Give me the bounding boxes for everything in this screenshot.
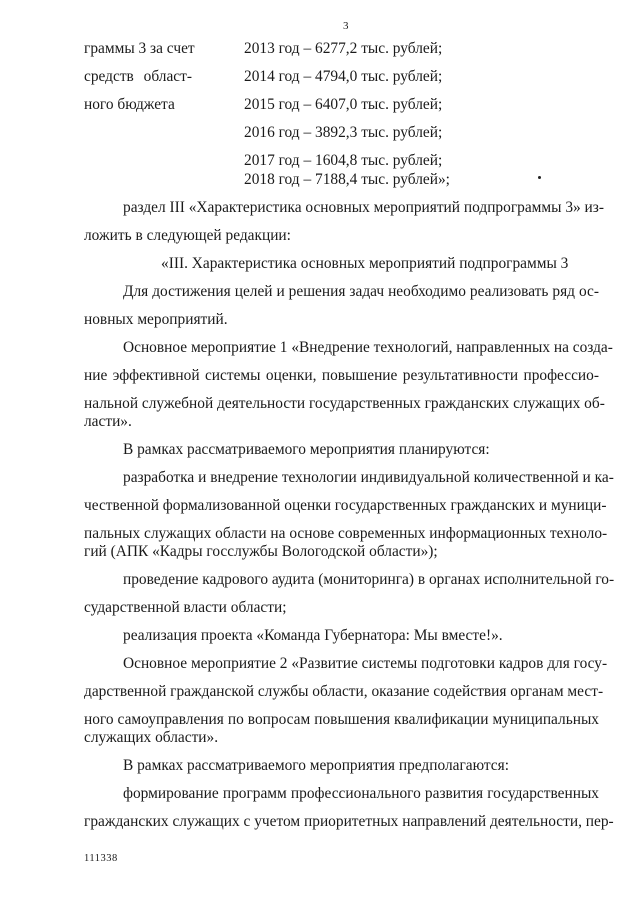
text-line: дарственной гражданской службы области, оказание содействия органам мест- xyxy=(84,683,604,700)
text-line: служащих области». xyxy=(84,729,219,746)
text-line: гий (АПК «Кадры госслужбы Вологодской области»); xyxy=(84,543,438,560)
text-line: Основное мероприятие 1 «Внедрение технологий, направленных на созда- xyxy=(123,339,613,356)
funding-2014: 2014 год – 4794,0 тыс. рублей; xyxy=(244,68,443,85)
text-line: гражданских служащих с учетом приоритетных направлений деятельности, пер- xyxy=(84,813,614,830)
text-line: Основное мероприятие 2 «Развитие системы подготовки кадров для госу- xyxy=(123,655,608,672)
text-line: ложить в следующей редакции: xyxy=(84,227,291,244)
left-column-line-2: средств област- xyxy=(84,68,192,85)
text-line: пальных служащих области на основе современных информационных техноло- xyxy=(84,525,608,542)
text-line: В рамках рассматриваемого мероприятия планируются: xyxy=(123,441,490,458)
stray-dot-mark xyxy=(538,176,541,179)
text-line: раздел III «Характеристика основных мероприятий подпрограммы 3» из- xyxy=(123,199,605,216)
text-line: Для достижения целей и решения задач необходимо реализовать ряд ос- xyxy=(123,283,599,300)
left-column-line-3: ного бюджета xyxy=(84,96,175,113)
funding-2013: 2013 год – 6277,2 тыс. рублей; xyxy=(244,40,443,57)
text-line: новных мероприятий. xyxy=(84,311,228,328)
funding-2015: 2015 год – 6407,0 тыс. рублей; xyxy=(244,96,443,113)
left-column-line-1: граммы 3 за счет xyxy=(84,40,195,57)
section-heading: «III. Характеристика основных мероприятий подпрограммы 3 xyxy=(161,255,569,272)
text-line: В рамках рассматриваемого мероприятия предполагаются: xyxy=(123,757,509,774)
footer-code: 111338 xyxy=(84,853,118,864)
text-line: нальной служебной деятельности государственных гражданских служащих об- xyxy=(84,395,605,412)
text-line: формирование программ профессионального развития государственных xyxy=(123,785,599,802)
text-line: разработка и внедрение технологии индивидуальной количественной и ка- xyxy=(123,469,614,486)
text-line: реализация проекта «Команда Губернатора: Мы вместе!». xyxy=(123,627,503,644)
text-line: ласти». xyxy=(84,413,132,430)
page-number: 3 xyxy=(343,20,349,32)
funding-2016: 2016 год – 3892,3 тыс. рублей; xyxy=(244,124,443,141)
text-line: ние эффективной системы оценки, повышение результативности профессио- xyxy=(84,367,599,384)
text-line: ного самоуправления по вопросам повышения квалификации муниципальных xyxy=(84,711,599,728)
text-line: чественной формализованной оценки государственных гражданских и муници- xyxy=(84,497,607,514)
funding-2018: 2018 год – 7188,4 тыс. рублей»; xyxy=(244,171,450,188)
text-line: сударственной власти области; xyxy=(84,599,287,616)
funding-2017: 2017 год – 1604,8 тыс. рублей; xyxy=(244,152,443,169)
text-line: проведение кадрового аудита (мониторинга) в органах исполнительной го- xyxy=(123,571,615,588)
